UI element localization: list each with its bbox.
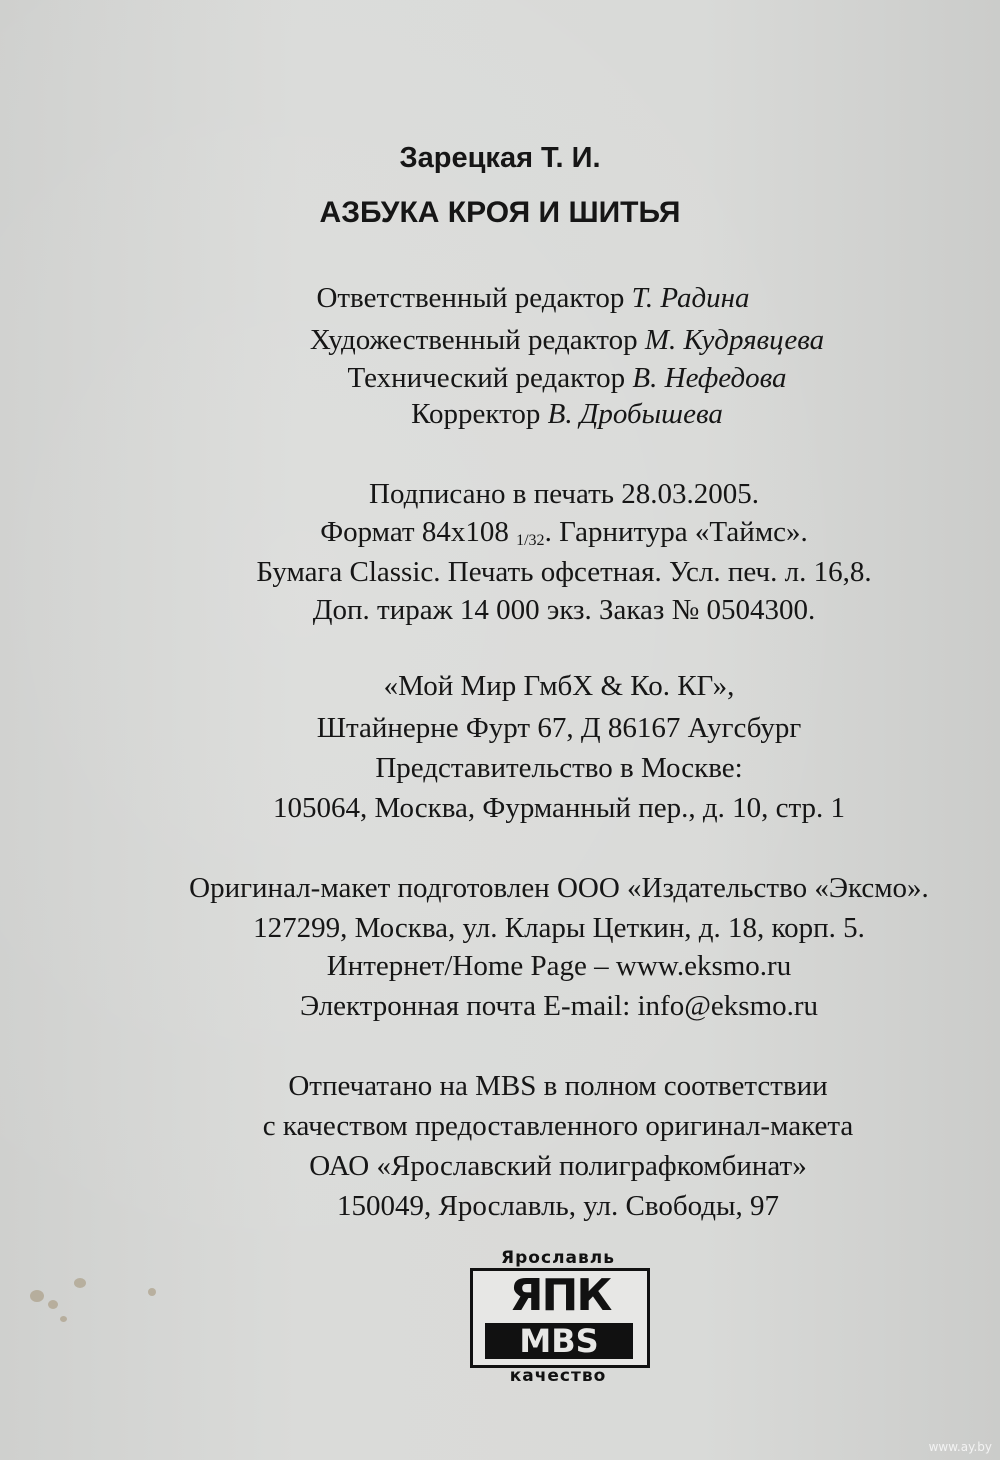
- printer-line: Отпечатано на MBS в полном соответствии: [288, 1070, 828, 1102]
- layout-line: Электронная почта E-mail: info@eksmo.ru: [299, 990, 819, 1022]
- credit-person: Т. Радина: [631, 282, 750, 314]
- publisher-line: Представительство в Москве:: [375, 752, 743, 784]
- author-name: Зарецкая Т. И.: [399, 142, 601, 174]
- print-run-line: Доп. тираж 14 000 экз. Заказ № 0504300.: [312, 594, 816, 626]
- printer-line: 150049, Ярославль, ул. Свободы, 97: [337, 1190, 779, 1222]
- publisher-line: Штайнерне Фурт 67, Д 86167 Аугсбург: [316, 712, 802, 744]
- logo-mark: ЯПК: [509, 1270, 611, 1321]
- credit-tech-editor: [0, 362, 1000, 395]
- format-line: [0, 516, 1000, 549]
- credit-art-editor: [0, 324, 1000, 357]
- watermark: www.ay.by: [928, 1440, 992, 1454]
- format-prefix: Формат 84x108: [320, 516, 509, 548]
- paper-stain: [148, 1288, 156, 1296]
- paper-stain: [48, 1300, 58, 1309]
- paper-stain: [60, 1316, 67, 1322]
- logo-sub: MBS: [485, 1323, 633, 1359]
- layout-line: Оригинал-макет подготовлен ООО «Издательство «Эксмо».: [189, 872, 929, 904]
- credit-responsible-editor: [0, 282, 1000, 315]
- logo-top-text: Ярославль: [501, 1248, 615, 1268]
- layout-line: 127299, Москва, ул. Клары Цеткин, д. 18, корп. 5.: [253, 912, 865, 944]
- paper-stain: [30, 1290, 44, 1302]
- logo-bottom-text: качество: [509, 1366, 607, 1386]
- printer-logo: [462, 1248, 654, 1388]
- credit-person: В. Нефедова: [632, 362, 787, 394]
- paper-line: Бумага Classic. Печать офсетная. Усл. печ. л. 16,8.: [256, 556, 872, 588]
- credit-person: М. Кудрявцева: [644, 324, 825, 356]
- format-fraction: 1/32: [516, 532, 545, 549]
- credit-role: Ответственный редактор: [316, 282, 625, 314]
- credit-proofreader: [0, 398, 1000, 431]
- layout-line: Интернет/Home Page – www.eksmo.ru: [326, 950, 792, 982]
- credit-role: Технический редактор: [347, 362, 626, 394]
- credit-person: В. Дробышева: [547, 398, 723, 430]
- format-suffix: . Гарнитура «Таймс».: [544, 516, 808, 548]
- printer-line: ОАО «Ярославский полиграфкомбинат»: [309, 1150, 807, 1182]
- logo-box: [470, 1268, 650, 1368]
- printer-line: с качеством предоставленного оригинал-макета: [262, 1110, 854, 1142]
- publisher-line: 105064, Москва, Фурманный пер., д. 10, стр. 1: [272, 792, 845, 824]
- credit-role: Художественный редактор: [309, 324, 638, 356]
- credit-role: Корректор: [411, 398, 541, 430]
- book-title: АЗБУКА КРОЯ И ШИТЬЯ: [319, 196, 681, 229]
- signed-to-print: Подписано в печать 28.03.2005.: [369, 478, 759, 510]
- paper-stain: [74, 1278, 86, 1288]
- publisher-line: «Мой Мир ГмбХ & Ко. КГ»,: [383, 670, 735, 702]
